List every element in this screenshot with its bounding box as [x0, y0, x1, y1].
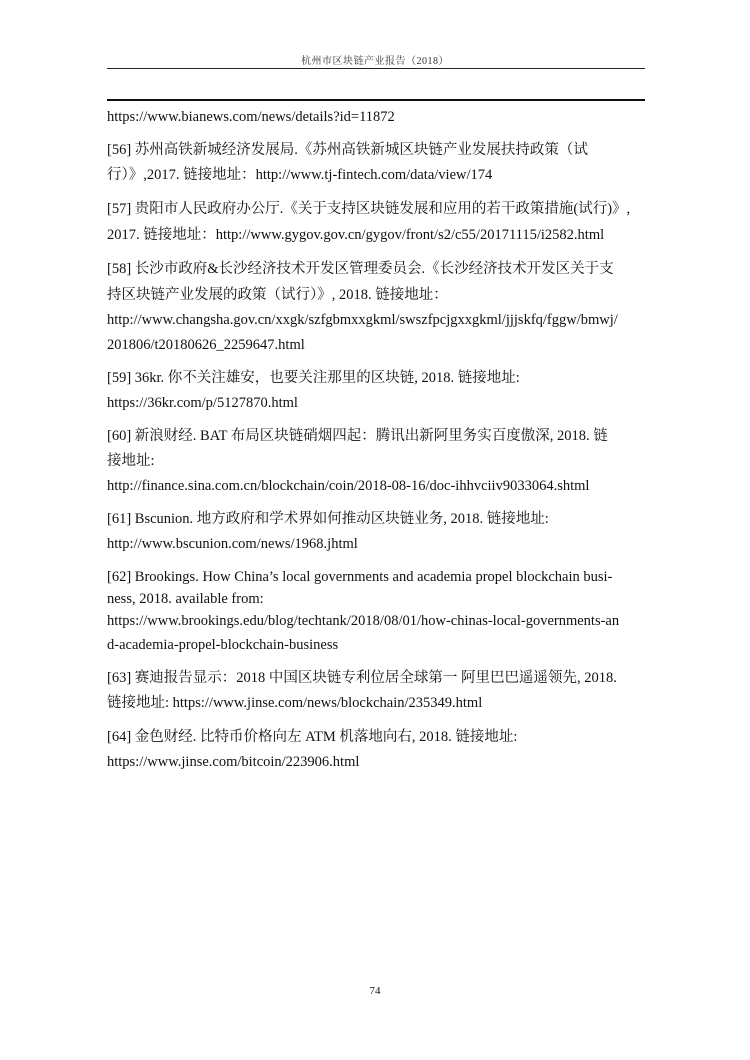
reference-line: [57] 贵阳市人民政府办公厅.《关于支持区块链发展和应用的若干政策措施(试行)》, [107, 201, 631, 217]
reference-line: 201806/t20180626_2259647.html [107, 337, 305, 353]
reference-line: https://36kr.com/p/5127870.html [107, 395, 298, 411]
reference-line: https://www.bianews.com/news/details?id=11872 [107, 109, 395, 125]
reference-line: [61] Bscunion. 地方政府和学术界如何推动区块链业务, 2018. 链接地址: [107, 511, 549, 527]
header-divider [107, 68, 645, 69]
reference-line: 接地址: [107, 453, 155, 469]
reference-line: 持区块链产业发展的政策（试行）》, 2018. 链接地址： [107, 287, 448, 303]
page-number: 74 [369, 985, 381, 997]
reference-line: https://www.jinse.com/bitcoin/223906.html [107, 754, 360, 770]
reference-line: https://www.brookings.edu/blog/techtank/2018/08/01/how-chinas-local-governments-an [107, 613, 620, 629]
running-header-title: 杭州市区块链产业报告（2018） [301, 56, 449, 67]
reference-line: [59] 36kr. 你不关注雄安，也要关注那里的区块链, 2018. 链接地址: [107, 370, 520, 386]
reference-line: [64] 金色财经. 比特币价格向左 ATM 机落地向右, 2018. 链接地址: [107, 729, 518, 745]
reference-line: http://www.bscunion.com/news/1968.jhtml [107, 536, 358, 552]
reference-line: [60] 新浪财经. BAT 布局区块链硝烟四起：腾讯出新阿里务实百度傲深, 2018. 链 [107, 428, 608, 444]
reference-line: [56] 苏州高铁新城经济发展局.《苏州高铁新城区块链产业发展扶持政策（试 [107, 142, 588, 158]
reference-line: ness, 2018. available from: [107, 591, 264, 607]
reference-line: 2017. 链接地址：http://www.gygov.gov.cn/gygov/front/s2/c55/20171115/i2582.html [107, 227, 605, 243]
reference-line: http://www.changsha.gov.cn/xxgk/szfgbmxxgkml/swszfpcjgxxgkml/jjjskfq/fggw/bmwj/ [107, 312, 618, 328]
reference-line: [62] Brookings. How China’s local governments and academia propel blockchain busi- [107, 569, 613, 585]
reference-line: d-academia-propel-blockchain-business [107, 637, 339, 653]
reference-line: 行）》,2017. 链接地址：http://www.tj-fintech.com/data/view/174 [107, 167, 493, 183]
reference-line: [63] 赛迪报告显示：2018 中国区块链专利位居全球第一 阿里巴巴遥遥领先, 2018. [107, 670, 617, 686]
reference-line: http://finance.sina.com.cn/blockchain/coin/2018-08-16/doc-ihhvciiv9033064.shtml [107, 478, 590, 494]
reference-line: [58] 长沙市政府&长沙经济技术开发区管理委员会.《长沙经济技术开发区关于支 [107, 261, 614, 277]
reference-line: 链接地址: https://www.jinse.com/news/blockchain/235349.html [107, 695, 483, 711]
reference-divider [107, 99, 645, 101]
